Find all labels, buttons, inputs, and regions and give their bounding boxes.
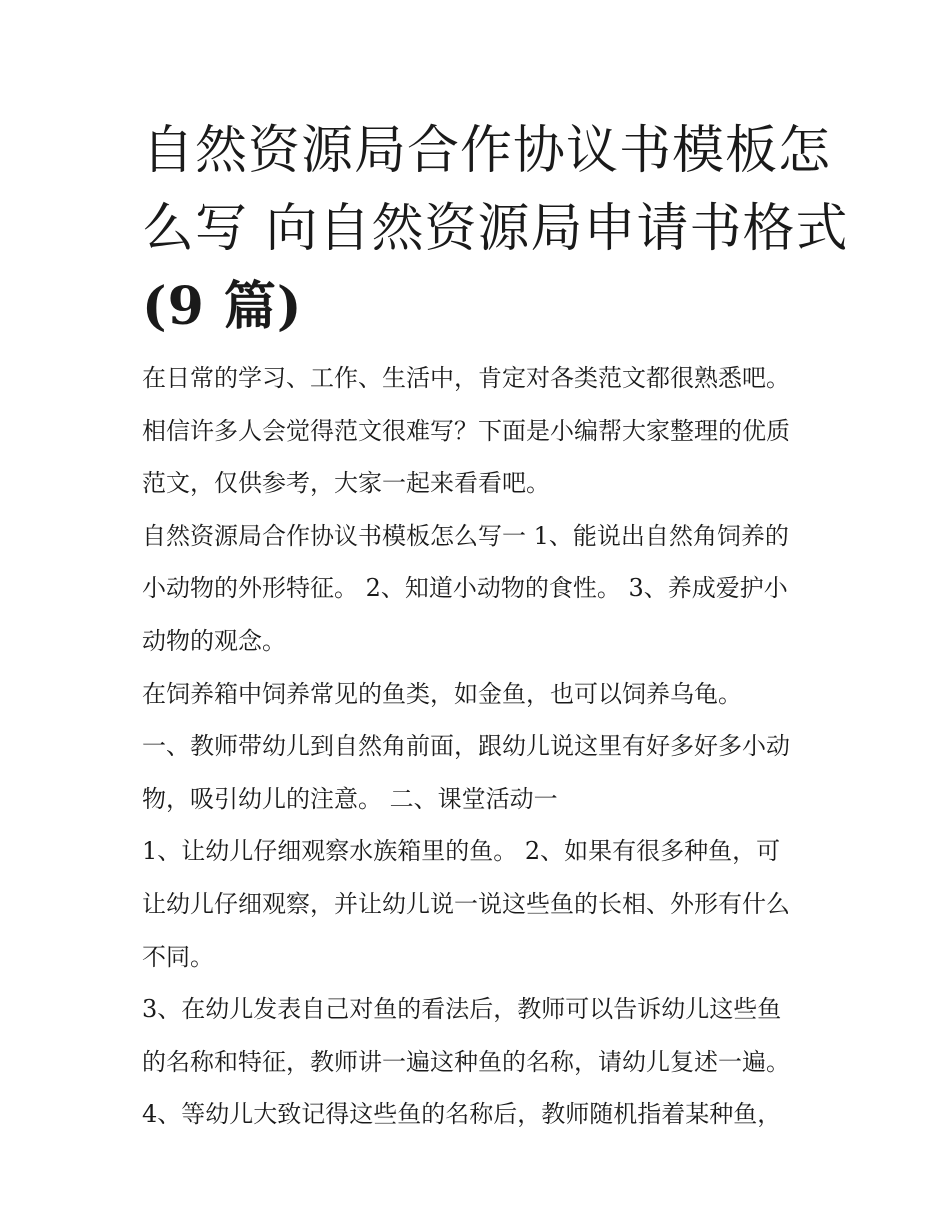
paragraph-line: 1、让幼儿仔细观察水族箱里的鱼。 2、如果有很多种鱼，可 [142,837,781,866]
title-line: 么写 向自然资源局申请书格式 [142,199,849,259]
document-title [142,112,849,346]
paragraph-line: 相信许多人会觉得范文很难写？下面是小编帮大家整理的优质 [142,416,790,445]
paragraph-line: 动物的观念。 [142,626,286,655]
title-line: 自然资源局合作协议书模板怎 [142,121,832,181]
document-body [142,352,822,1141]
paragraph-line: 的名称和特征，教师讲一遍这种鱼的名称，请幼儿复述一遍。 [142,1047,790,1076]
paragraph-line: 在饲养箱中饲养常见的鱼类，如金鱼，也可以饲养乌龟。 [142,679,742,708]
paragraph-line: 物，吸引幼儿的注意。 二、课堂活动一 [142,784,558,813]
paragraph-line: 在日常的学习、工作、生活中，肯定对各类范文都很熟悉吧。 [142,364,790,392]
paragraph-line: 让幼儿仔细观察，并让幼儿说一说这些鱼的长相、外形有什么 [142,889,790,918]
paragraph-line: 小动物的外形特征。 2、知道小动物的食性。 3、养成爱护小 [142,574,788,603]
paragraph-line: 一、教师带幼儿到自然角前面，跟幼儿说这里有好多好多小动 [142,732,790,761]
title-line: (9 篇) [142,276,303,337]
paragraph-line: 不同。 [142,942,214,971]
paragraph-line: 4、等幼儿大致记得这些鱼的名称后，教师随机指着某种鱼， [142,1100,782,1129]
paragraph-line: 3、在幼儿发表自己对鱼的看法后，教师可以告诉幼儿这些鱼 [142,995,782,1024]
paragraph-line: 自然资源局合作协议书模板怎么写一 1、能说出自然角饲养的 [142,521,789,550]
paragraph-line: 范文，仅供参考，大家一起来看看吧。 [142,469,550,498]
